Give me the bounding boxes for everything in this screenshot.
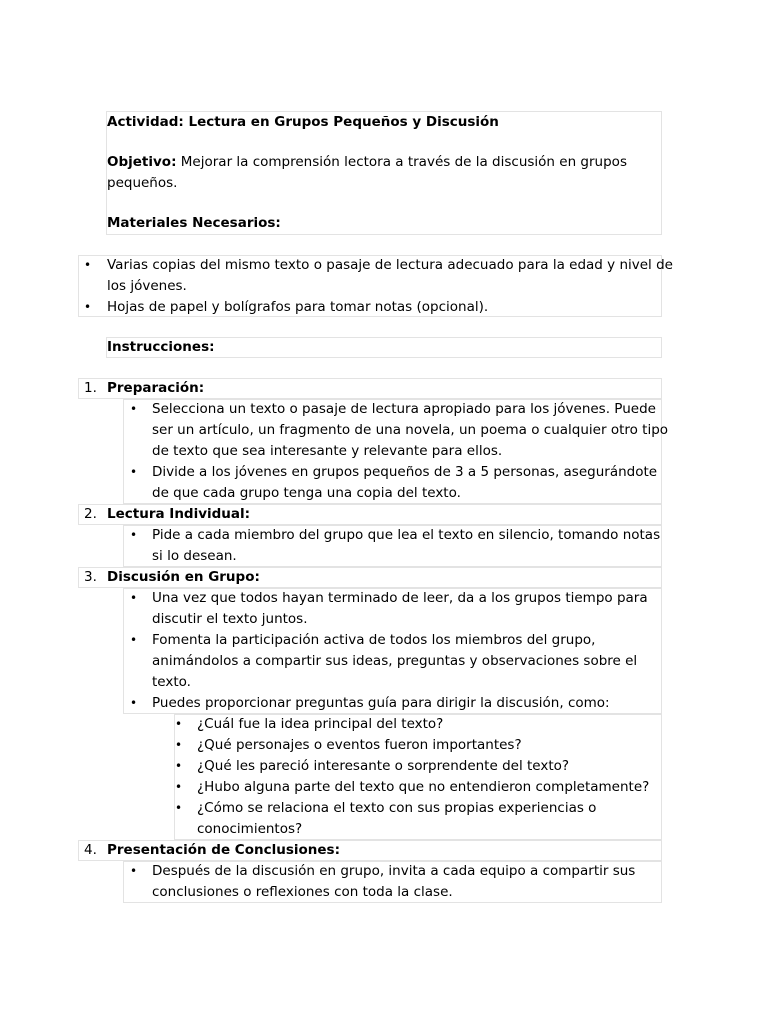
activity-title: Actividad: Lectura en Grupos Pequeños y Discusión [107, 114, 499, 130]
guide-question-bullet: • [175, 759, 183, 773]
step-item-text: Una vez que todos hayan terminado de leer, da a los grupos tiempo para [152, 590, 648, 606]
step-item-text: Fomenta la participación activa de todos los miembros del grupo, [152, 632, 596, 648]
instructions-heading: Instrucciones: [107, 339, 215, 355]
step-item-text: Después de la discusión en grupo, invita a cada equipo a compartir sus [152, 863, 636, 879]
guide-question-bullet: • [175, 717, 183, 731]
step-item-text: Selecciona un texto o pasaje de lectura apropiado para los jóvenes. Puede [152, 401, 656, 417]
step-item-text: Puedes proporcionar preguntas guía para dirigir la discusión, como: [152, 695, 610, 711]
step-item-bullet: • [130, 864, 138, 878]
objective-text-cont: pequeños. [107, 175, 178, 191]
step-item-text: ser un artículo, un fragmento de una novela, un poema o cualquier otro tipo [152, 422, 669, 438]
objective-text: Mejorar la comprensión lectora a través de la discusión en grupos [180, 154, 627, 170]
step-title: Discusión en Grupo: [107, 569, 260, 585]
guide-question-text: ¿Qué les pareció interesante o sorprendente del texto? [197, 758, 570, 774]
objective [107, 152, 627, 173]
material-item-bullet: • [84, 258, 92, 272]
step-item-text: discutir el texto juntos. [152, 611, 308, 627]
step-number: 1. [84, 380, 97, 396]
step-item-text: Pide a cada miembro del grupo que lea el texto en silencio, tomando notas [152, 527, 661, 543]
step-item-text: texto. [152, 674, 191, 690]
step-title: Presentación de Conclusiones: [107, 842, 340, 858]
step-number: 3. [84, 569, 97, 585]
guide-question-text: ¿Cuál fue la idea principal del texto? [197, 716, 444, 732]
step-title: Preparación: [107, 380, 205, 396]
material-item-bullet: • [84, 300, 92, 314]
material-item-text: Hojas de papel y bolígrafos para tomar notas (opcional). [107, 299, 489, 315]
step-item-bullet: • [130, 465, 138, 479]
step-item-text: Divide a los jóvenes en grupos pequeños de 3 a 5 personas, asegurándote [152, 464, 658, 480]
guide-question-bullet: • [175, 780, 183, 794]
objective-label: Objetivo: [107, 154, 177, 170]
step-item-text: si lo desean. [152, 548, 237, 564]
step-item-bullet: • [130, 696, 138, 710]
step-item-bullet: • [130, 402, 138, 416]
step-item-text: de que cada grupo tenga una copia del texto. [152, 485, 461, 501]
material-item-text: Varias copias del mismo texto o pasaje de lectura adecuado para la edad y nivel de [107, 257, 673, 273]
guide-question-bullet: • [175, 801, 183, 815]
step-item-text: de texto que sea interesante y relevante para ellos. [152, 443, 503, 459]
step-item-bullet: • [130, 633, 138, 647]
step-item-text: animándolos a compartir sus ideas, preguntas y observaciones sobre el [152, 653, 638, 669]
guide-question-text: ¿Cómo se relaciona el texto con sus propias experiencias o [197, 800, 597, 816]
guide-question-text: conocimientos? [197, 821, 303, 837]
step-title: Lectura Individual: [107, 506, 251, 522]
step-item-bullet: • [130, 528, 138, 542]
step-number: 2. [84, 506, 97, 522]
guide-question-text: ¿Qué personajes o eventos fueron importantes? [197, 737, 522, 753]
step-number: 4. [84, 842, 97, 858]
step-item-text: conclusiones o reflexiones con toda la clase. [152, 884, 453, 900]
guide-question-text: ¿Hubo alguna parte del texto que no entendieron completamente? [197, 779, 650, 795]
step-item-bullet: • [130, 591, 138, 605]
guide-question-bullet: • [175, 738, 183, 752]
material-item-text: los jóvenes. [107, 278, 187, 294]
materials-heading: Materiales Necesarios: [107, 215, 281, 231]
